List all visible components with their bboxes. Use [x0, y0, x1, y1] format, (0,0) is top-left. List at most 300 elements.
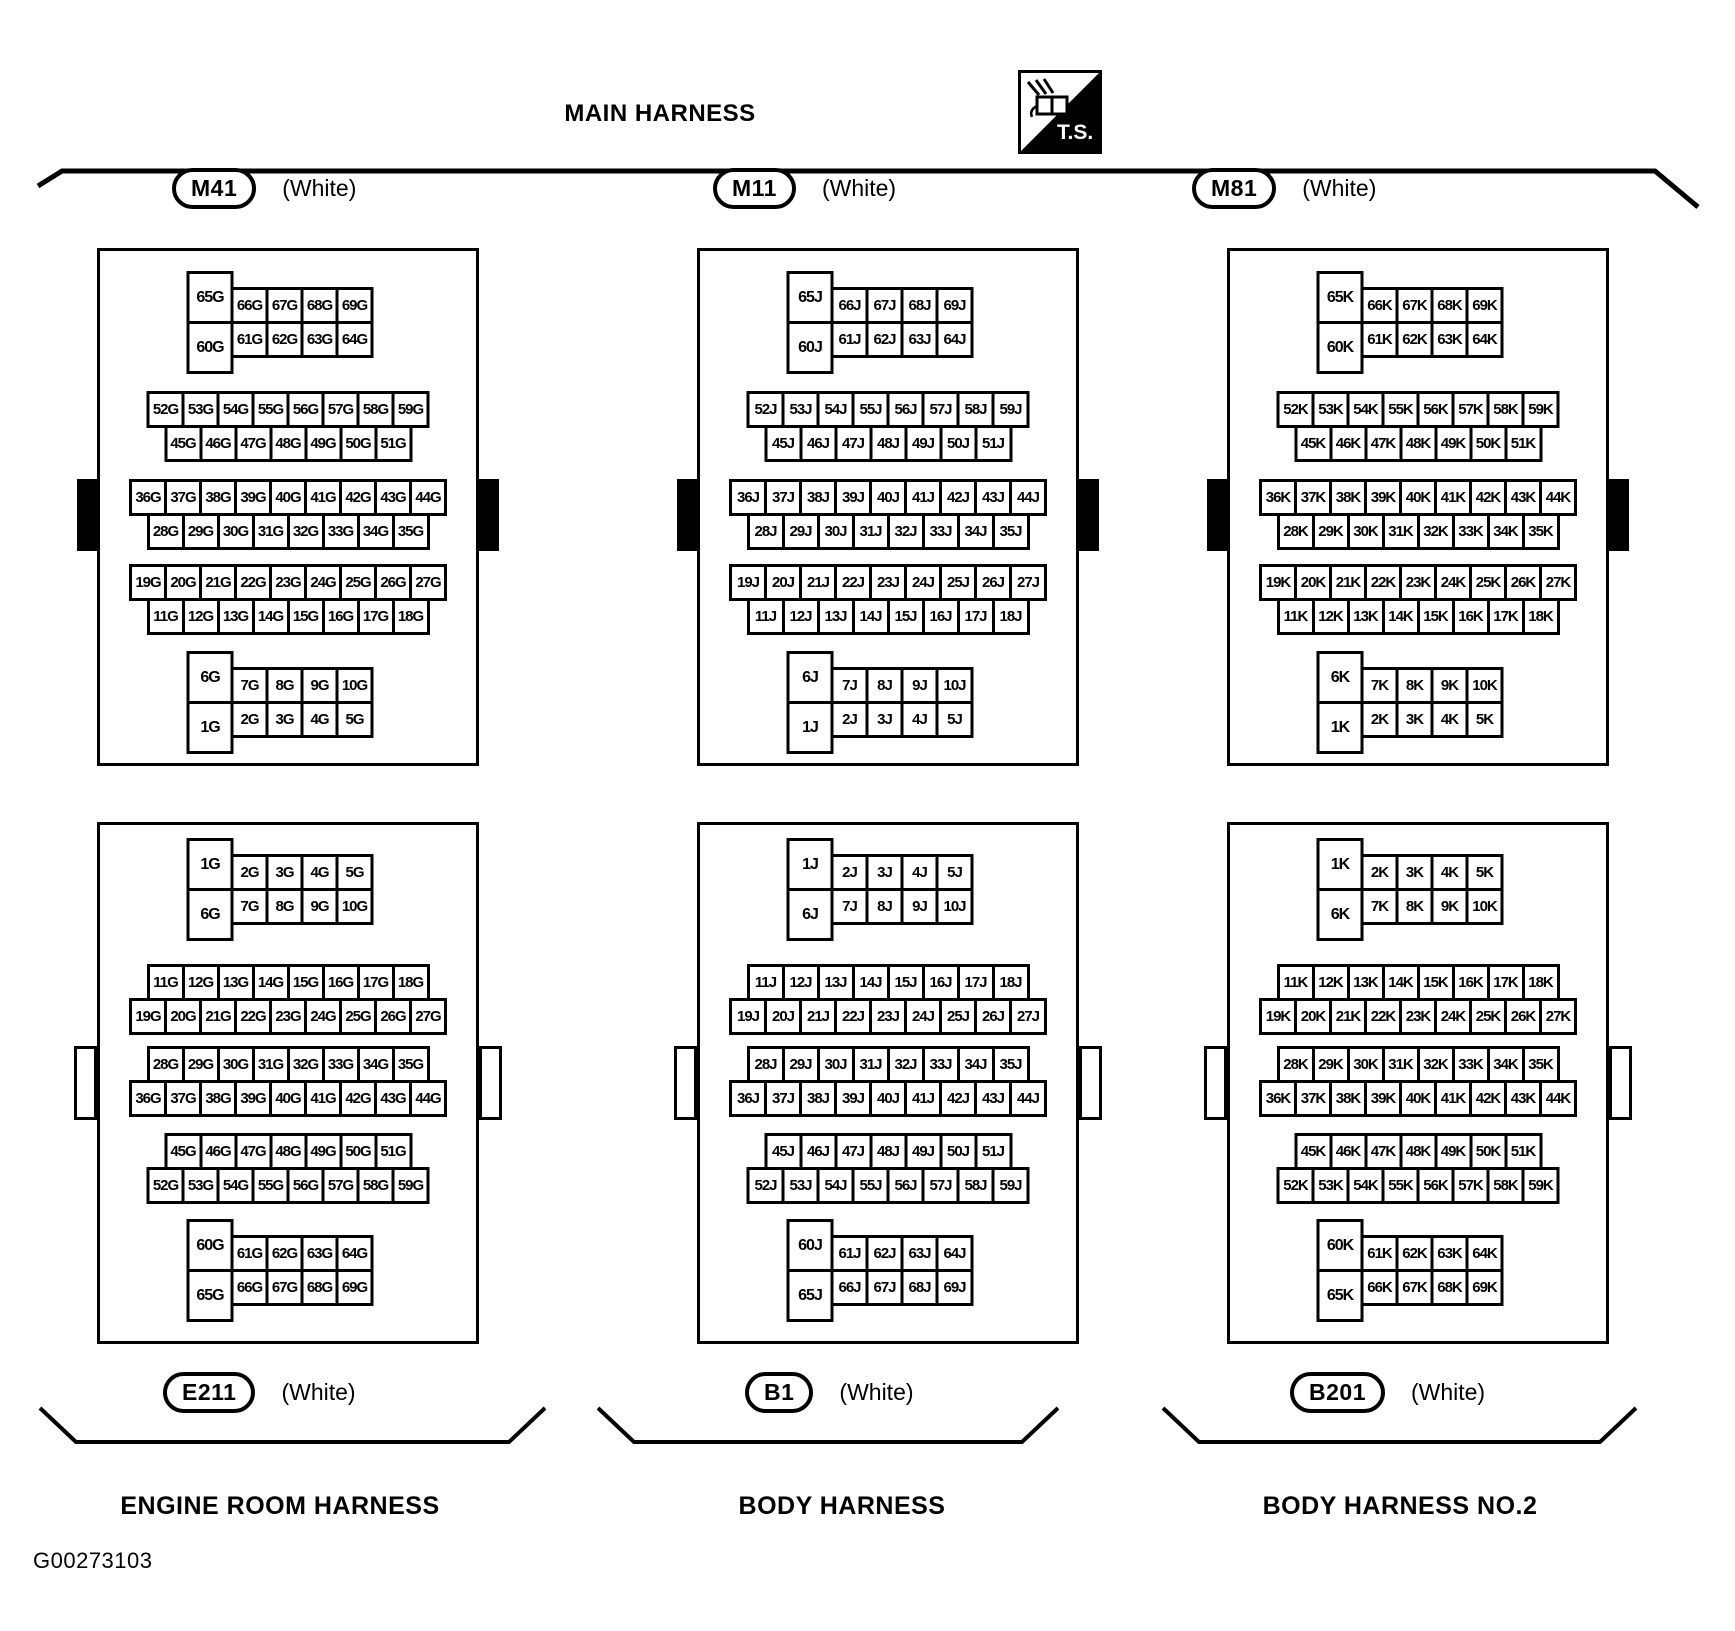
pin-cell-49k: 49K: [1434, 425, 1472, 462]
pin-cell-27k: 27K: [1539, 564, 1577, 601]
pin-cell-49g: 49G: [304, 425, 342, 462]
pin-cell-27g: 27G: [409, 998, 447, 1035]
connector-side-tab: [1207, 479, 1227, 551]
pin-cell-45k: 45K: [1294, 1133, 1332, 1170]
pin-cell-66g: 66G: [231, 287, 269, 324]
pin-rows: [1259, 1046, 1577, 1117]
pin-group: [729, 564, 1047, 635]
pin-row: [729, 998, 1047, 1035]
pin-cell-36k: 36K: [1259, 479, 1297, 516]
pin-rows: [747, 1133, 1030, 1204]
pin-group: [187, 838, 374, 941]
pin-row: [147, 513, 430, 550]
pin-cell-45g: 45G: [164, 425, 202, 462]
pin-rows: [831, 1235, 974, 1306]
pin-cell-53j: 53J: [782, 1167, 820, 1204]
pin-cell-63g: 63G: [301, 321, 339, 358]
pin-cell-4j: 4J: [901, 701, 939, 738]
pin-cell-13k: 13K: [1347, 964, 1385, 1001]
pin-group: [147, 1133, 430, 1204]
pin-cell-16k: 16K: [1452, 964, 1490, 1001]
pin-cell-51g: 51G: [374, 425, 412, 462]
pin-row: [1277, 964, 1560, 1001]
pin-cell-36j: 36J: [729, 479, 767, 516]
pin-cell-22j: 22J: [834, 998, 872, 1035]
pin-cell-55k: 55K: [1382, 1167, 1420, 1204]
pin-cell-27j: 27J: [1009, 564, 1047, 601]
pin-group: [1259, 964, 1577, 1035]
pin-cell-45g: 45G: [164, 1133, 202, 1170]
pin-cell-15g: 15G: [287, 964, 325, 1001]
pin-cell-41k: 41K: [1434, 1080, 1472, 1117]
pin-cell-14j: 14J: [852, 964, 890, 1001]
pin-cell-26k: 26K: [1504, 564, 1542, 601]
pin-group: [187, 651, 374, 754]
pin-cell-3j: 3J: [866, 854, 904, 891]
pin-row: [831, 854, 974, 891]
pin-row: [1361, 667, 1504, 704]
pin-row: [831, 1235, 974, 1272]
label-row-m41: [172, 168, 356, 209]
pin-cell-16g: 16G: [322, 598, 360, 635]
pin-cell-39j: 39J: [834, 1080, 872, 1117]
pin-cell-40k: 40K: [1399, 1080, 1437, 1117]
pin-cell-66k: 66K: [1361, 1269, 1399, 1306]
pin-cell-57j: 57J: [922, 1167, 960, 1204]
pin-cell-26k: 26K: [1504, 998, 1542, 1035]
pin-cell-33g: 33G: [322, 1046, 360, 1083]
pin-cell-11j: 11J: [747, 598, 785, 635]
pin-cell-65j: 65J: [787, 271, 834, 324]
pin-cell-52k: 52K: [1277, 1167, 1315, 1204]
pin-cell-42j: 42J: [939, 1080, 977, 1117]
pin-cell-46g: 46G: [199, 425, 237, 462]
pin-cell-44j: 44J: [1009, 1080, 1047, 1117]
pin-group: [1317, 271, 1504, 374]
pin-cell-58k: 58K: [1487, 1167, 1525, 1204]
harness-name-engine-room: ENGINE ROOM HARNESS: [120, 1492, 440, 1520]
pin-cell-15k: 15K: [1417, 598, 1455, 635]
pin-cell-29g: 29G: [182, 513, 220, 550]
pin-cell-19g: 19G: [129, 998, 167, 1035]
pin-rows: [1361, 1235, 1504, 1306]
pin-row: [1361, 1269, 1504, 1306]
pin-row: [747, 1046, 1030, 1083]
pin-cell-64j: 64J: [936, 1235, 974, 1272]
pin-cell-13g: 13G: [217, 598, 255, 635]
connector-color-note: (White): [1302, 175, 1377, 201]
connector-side-tab: [1609, 479, 1629, 551]
pin-cell-46j: 46J: [799, 1133, 837, 1170]
pin-cell-33j: 33J: [922, 1046, 960, 1083]
pin-row: [147, 391, 430, 428]
pin-cell-35g: 35G: [392, 1046, 430, 1083]
pin-cell-59g: 59G: [392, 391, 430, 428]
pin-cell-53j: 53J: [782, 391, 820, 428]
pin-cell-29j: 29J: [782, 1046, 820, 1083]
pin-cell-63k: 63K: [1431, 1235, 1469, 1272]
pin-row: [231, 667, 374, 704]
pin-cell-54g: 54G: [217, 1167, 255, 1204]
figure-code: G00273103: [33, 1548, 153, 1573]
pin-cell-52j: 52J: [747, 391, 785, 428]
pin-tall-column: [187, 651, 234, 754]
pin-cell-65j: 65J: [787, 1269, 834, 1322]
pin-cell-40g: 40G: [269, 1080, 307, 1117]
pin-cell-42k: 42K: [1469, 1080, 1507, 1117]
pin-cell-51j: 51J: [974, 425, 1012, 462]
pin-cell-63j: 63J: [901, 321, 939, 358]
pin-cell-36k: 36K: [1259, 1080, 1297, 1117]
pin-cell-24j: 24J: [904, 998, 942, 1035]
pin-cell-59k: 59K: [1522, 391, 1560, 428]
pin-row: [231, 1269, 374, 1306]
pin-cell-15k: 15K: [1417, 964, 1455, 1001]
pin-cell-29g: 29G: [182, 1046, 220, 1083]
pin-cell-35k: 35K: [1522, 513, 1560, 550]
pin-cell-59j: 59J: [992, 391, 1030, 428]
body-harness-bracket: [598, 1408, 1058, 1442]
pin-row: [231, 287, 374, 324]
pin-group: [729, 964, 1047, 1035]
pin-cell-22j: 22J: [834, 564, 872, 601]
pin-cell-57k: 57K: [1452, 391, 1490, 428]
pin-cell-51k: 51K: [1504, 425, 1542, 462]
pin-cell-5k: 5K: [1466, 701, 1504, 738]
pin-cell-13k: 13K: [1347, 598, 1385, 635]
body-harness-no2-bracket: [1163, 1408, 1636, 1442]
pin-cell-35j: 35J: [992, 1046, 1030, 1083]
pin-cell-11j: 11J: [747, 964, 785, 1001]
pin-group: [1259, 479, 1577, 550]
pin-cell-60g: 60G: [187, 321, 234, 374]
pin-cell-35k: 35K: [1522, 1046, 1560, 1083]
pin-cell-7j: 7J: [831, 888, 869, 925]
pin-cell-30g: 30G: [217, 513, 255, 550]
pin-cell-42k: 42K: [1469, 479, 1507, 516]
pin-cell-60j: 60J: [787, 1219, 834, 1272]
pin-cell-52g: 52G: [147, 391, 185, 428]
pin-cell-46g: 46G: [199, 1133, 237, 1170]
pin-cell-61j: 61J: [831, 321, 869, 358]
pin-cell-9j: 9J: [901, 888, 939, 925]
pin-cell-33k: 33K: [1452, 1046, 1490, 1083]
pin-cell-59j: 59J: [992, 1167, 1030, 1204]
pin-cell-69g: 69G: [336, 1269, 374, 1306]
pin-row: [231, 888, 374, 925]
pin-cell-15j: 15J: [887, 964, 925, 1001]
pin-cell-57j: 57J: [922, 391, 960, 428]
pin-cell-43k: 43K: [1504, 479, 1542, 516]
pin-cell-67g: 67G: [266, 287, 304, 324]
pin-rows: [729, 564, 1047, 635]
pin-cell-57g: 57G: [322, 391, 360, 428]
pin-cell-37k: 37K: [1294, 1080, 1332, 1117]
pin-row: [831, 701, 974, 738]
pin-cell-45j: 45J: [764, 425, 802, 462]
pin-cell-31g: 31G: [252, 1046, 290, 1083]
pin-cell-32j: 32J: [887, 513, 925, 550]
pin-cell-28g: 28G: [147, 1046, 185, 1083]
pin-group: [129, 1046, 447, 1117]
pin-group: [729, 479, 1047, 550]
pin-cell-4g: 4G: [301, 854, 339, 891]
pin-cell-69k: 69K: [1466, 1269, 1504, 1306]
pin-cell-11g: 11G: [147, 598, 185, 635]
pin-cell-54k: 54K: [1347, 391, 1385, 428]
pin-row: [231, 1235, 374, 1272]
pin-cell-58g: 58G: [357, 1167, 395, 1204]
pin-row: [747, 964, 1030, 1001]
pin-cell-54g: 54G: [217, 391, 255, 428]
pin-row: [1277, 598, 1560, 635]
pin-cell-56j: 56J: [887, 391, 925, 428]
pin-cell-31k: 31K: [1382, 1046, 1420, 1083]
pin-cell-58k: 58K: [1487, 391, 1525, 428]
pin-row: [831, 1269, 974, 1306]
pin-cell-41g: 41G: [304, 479, 342, 516]
connector-face-b201: [1227, 822, 1609, 1344]
pin-cell-43j: 43J: [974, 479, 1012, 516]
pin-cell-6k: 6K: [1317, 651, 1364, 704]
pin-cell-2j: 2J: [831, 854, 869, 891]
pin-cell-49k: 49K: [1434, 1133, 1472, 1170]
connector-face-m11: [697, 248, 1079, 766]
pin-group: [187, 1219, 374, 1322]
pin-cell-5j: 5J: [936, 701, 974, 738]
page-title: MAIN HARNESS: [564, 100, 756, 127]
pin-cell-16g: 16G: [322, 964, 360, 1001]
pin-cell-2k: 2K: [1361, 854, 1399, 891]
pin-cell-50k: 50K: [1469, 425, 1507, 462]
pin-cell-40g: 40G: [269, 479, 307, 516]
pin-cell-23g: 23G: [269, 564, 307, 601]
pin-group: [1277, 1133, 1560, 1204]
pin-row: [129, 564, 447, 601]
pin-cell-10k: 10K: [1466, 888, 1504, 925]
pin-cell-15j: 15J: [887, 598, 925, 635]
pin-cell-32g: 32G: [287, 1046, 325, 1083]
pin-cell-13j: 13J: [817, 964, 855, 1001]
connector-id-badge: B1: [745, 1372, 813, 1413]
pin-cell-18j: 18J: [992, 964, 1030, 1001]
pin-cell-34g: 34G: [357, 513, 395, 550]
pin-group: [147, 391, 430, 462]
pin-cell-39k: 39K: [1364, 479, 1402, 516]
connector-id-badge: M41: [172, 168, 256, 209]
pin-cell-66j: 66J: [831, 1269, 869, 1306]
pin-cell-37g: 37G: [164, 479, 202, 516]
pin-cell-17j: 17J: [957, 964, 995, 1001]
pin-cell-44g: 44G: [409, 1080, 447, 1117]
pin-cell-62j: 62J: [866, 1235, 904, 1272]
pin-cell-11g: 11G: [147, 964, 185, 1001]
connector-side-tab: [674, 1046, 697, 1120]
connector-face-b1: [697, 822, 1079, 1344]
pin-rows: [729, 1046, 1047, 1117]
pin-rows: [147, 391, 430, 462]
pin-row: [747, 598, 1030, 635]
pin-cell-23k: 23K: [1399, 998, 1437, 1035]
pin-cell-62k: 62K: [1396, 321, 1434, 358]
connector-face-m41: [97, 248, 479, 766]
pin-rows: [1277, 1133, 1560, 1204]
pin-group: [129, 479, 447, 550]
pin-row: [1361, 287, 1504, 324]
pin-cell-21g: 21G: [199, 564, 237, 601]
pin-tall-column: [1317, 838, 1364, 941]
pin-cell-12k: 12K: [1312, 598, 1350, 635]
pin-cell-8j: 8J: [866, 888, 904, 925]
connector-id-badge: M11: [713, 168, 796, 209]
pin-cell-40j: 40J: [869, 479, 907, 516]
pin-cell-29k: 29K: [1312, 1046, 1350, 1083]
connector-color-note: (White): [281, 1379, 356, 1405]
pin-cell-28j: 28J: [747, 1046, 785, 1083]
pin-rows: [231, 287, 374, 358]
pin-cell-37j: 37J: [764, 1080, 802, 1117]
pin-cell-36j: 36J: [729, 1080, 767, 1117]
pin-rows: [831, 854, 974, 925]
pin-cell-47j: 47J: [834, 1133, 872, 1170]
pin-cell-56k: 56K: [1417, 1167, 1455, 1204]
pin-cell-14k: 14K: [1382, 598, 1420, 635]
pin-tall-column: [1317, 1219, 1364, 1322]
pin-cell-25g: 25G: [339, 564, 377, 601]
pin-cell-53k: 53K: [1312, 391, 1350, 428]
pin-cell-46k: 46K: [1329, 425, 1367, 462]
pin-cell-3k: 3K: [1396, 701, 1434, 738]
pin-cell-20j: 20J: [764, 564, 802, 601]
pin-cell-34j: 34J: [957, 513, 995, 550]
pin-rows: [1277, 391, 1560, 462]
pin-cell-37j: 37J: [764, 479, 802, 516]
pin-cell-62g: 62G: [266, 1235, 304, 1272]
pin-tall-column: [787, 1219, 834, 1322]
pin-cell-56j: 56J: [887, 1167, 925, 1204]
pin-cell-12g: 12G: [182, 964, 220, 1001]
pin-cell-25k: 25K: [1469, 564, 1507, 601]
pin-row: [747, 391, 1030, 428]
pin-row: [164, 1133, 412, 1170]
pin-cell-44k: 44K: [1539, 1080, 1577, 1117]
pin-rows: [831, 287, 974, 358]
pin-cell-17g: 17G: [357, 964, 395, 1001]
pin-cell-20k: 20K: [1294, 998, 1332, 1035]
pin-cell-30k: 30K: [1347, 1046, 1385, 1083]
connector-side-tab: [1609, 1046, 1632, 1120]
pin-cell-15g: 15G: [287, 598, 325, 635]
pin-rows: [231, 854, 374, 925]
pin-cell-1g: 1G: [187, 838, 234, 891]
pin-row: [764, 1133, 1012, 1170]
pin-cell-63k: 63K: [1431, 321, 1469, 358]
pin-cell-51j: 51J: [974, 1133, 1012, 1170]
connector-side-tab: [479, 1046, 502, 1120]
pin-cell-52k: 52K: [1277, 391, 1315, 428]
pin-cell-35j: 35J: [992, 513, 1030, 550]
pin-cell-17j: 17J: [957, 598, 995, 635]
pin-cell-69k: 69K: [1466, 287, 1504, 324]
pin-cell-6g: 6G: [187, 888, 234, 941]
pin-row: [729, 1080, 1047, 1117]
pin-cell-38g: 38G: [199, 479, 237, 516]
pin-cell-53k: 53K: [1312, 1167, 1350, 1204]
pin-group: [1317, 1219, 1504, 1322]
pin-cell-29j: 29J: [782, 513, 820, 550]
pin-cell-48g: 48G: [269, 425, 307, 462]
pin-cell-48g: 48G: [269, 1133, 307, 1170]
pin-cell-53g: 53G: [182, 391, 220, 428]
pin-cell-43k: 43K: [1504, 1080, 1542, 1117]
pin-row: [231, 701, 374, 738]
pin-cell-6j: 6J: [787, 651, 834, 704]
pin-cell-63g: 63G: [301, 1235, 339, 1272]
pin-cell-66j: 66J: [831, 287, 869, 324]
pin-cell-67j: 67J: [866, 287, 904, 324]
pin-cell-4j: 4J: [901, 854, 939, 891]
pin-cell-8j: 8J: [866, 667, 904, 704]
pin-cell-32g: 32G: [287, 513, 325, 550]
pin-row: [1277, 1167, 1560, 1204]
pin-cell-25j: 25J: [939, 998, 977, 1035]
pin-cell-7g: 7G: [231, 888, 269, 925]
pin-cell-18j: 18J: [992, 598, 1030, 635]
pin-cell-66k: 66K: [1361, 287, 1399, 324]
pin-cell-4g: 4G: [301, 701, 339, 738]
pin-rows: [1259, 964, 1577, 1035]
pin-row: [729, 479, 1047, 516]
pin-cell-32k: 32K: [1417, 513, 1455, 550]
pin-group: [787, 651, 974, 754]
connector-face-m81: [1227, 248, 1609, 766]
pin-rows: [729, 479, 1047, 550]
pin-row: [764, 425, 1012, 462]
connector-id-badge: E211: [163, 1372, 255, 1413]
pin-cell-2g: 2G: [231, 701, 269, 738]
pin-cell-31k: 31K: [1382, 513, 1420, 550]
pin-group: [187, 271, 374, 374]
connector-side-tab: [479, 479, 499, 551]
pin-cell-23j: 23J: [869, 564, 907, 601]
pin-cell-55g: 55G: [252, 391, 290, 428]
pin-cell-28k: 28K: [1277, 513, 1315, 550]
pin-cell-48j: 48J: [869, 1133, 907, 1170]
pin-cell-17g: 17G: [357, 598, 395, 635]
pin-cell-9k: 9K: [1431, 667, 1469, 704]
pin-rows: [1361, 854, 1504, 925]
pin-cell-20g: 20G: [164, 998, 202, 1035]
pin-cell-56g: 56G: [287, 1167, 325, 1204]
pin-group: [1317, 838, 1504, 941]
terminal-side-icon: [1018, 70, 1102, 154]
harness-name-body: BODY HARNESS: [738, 1492, 946, 1520]
pin-cell-50k: 50K: [1469, 1133, 1507, 1170]
pin-cell-5j: 5J: [936, 854, 974, 891]
pin-cell-61j: 61J: [831, 1235, 869, 1272]
pin-cell-30j: 30J: [817, 513, 855, 550]
pin-cell-20g: 20G: [164, 564, 202, 601]
pin-cell-47k: 47K: [1364, 1133, 1402, 1170]
pin-cell-38j: 38J: [799, 1080, 837, 1117]
pin-cell-7k: 7K: [1361, 888, 1399, 925]
label-row-b201: [1290, 1372, 1485, 1413]
pin-row: [1259, 564, 1577, 601]
pin-cell-37g: 37G: [164, 1080, 202, 1117]
pin-cell-9g: 9G: [301, 667, 339, 704]
pin-cell-44k: 44K: [1539, 479, 1577, 516]
pin-rows: [1361, 287, 1504, 358]
